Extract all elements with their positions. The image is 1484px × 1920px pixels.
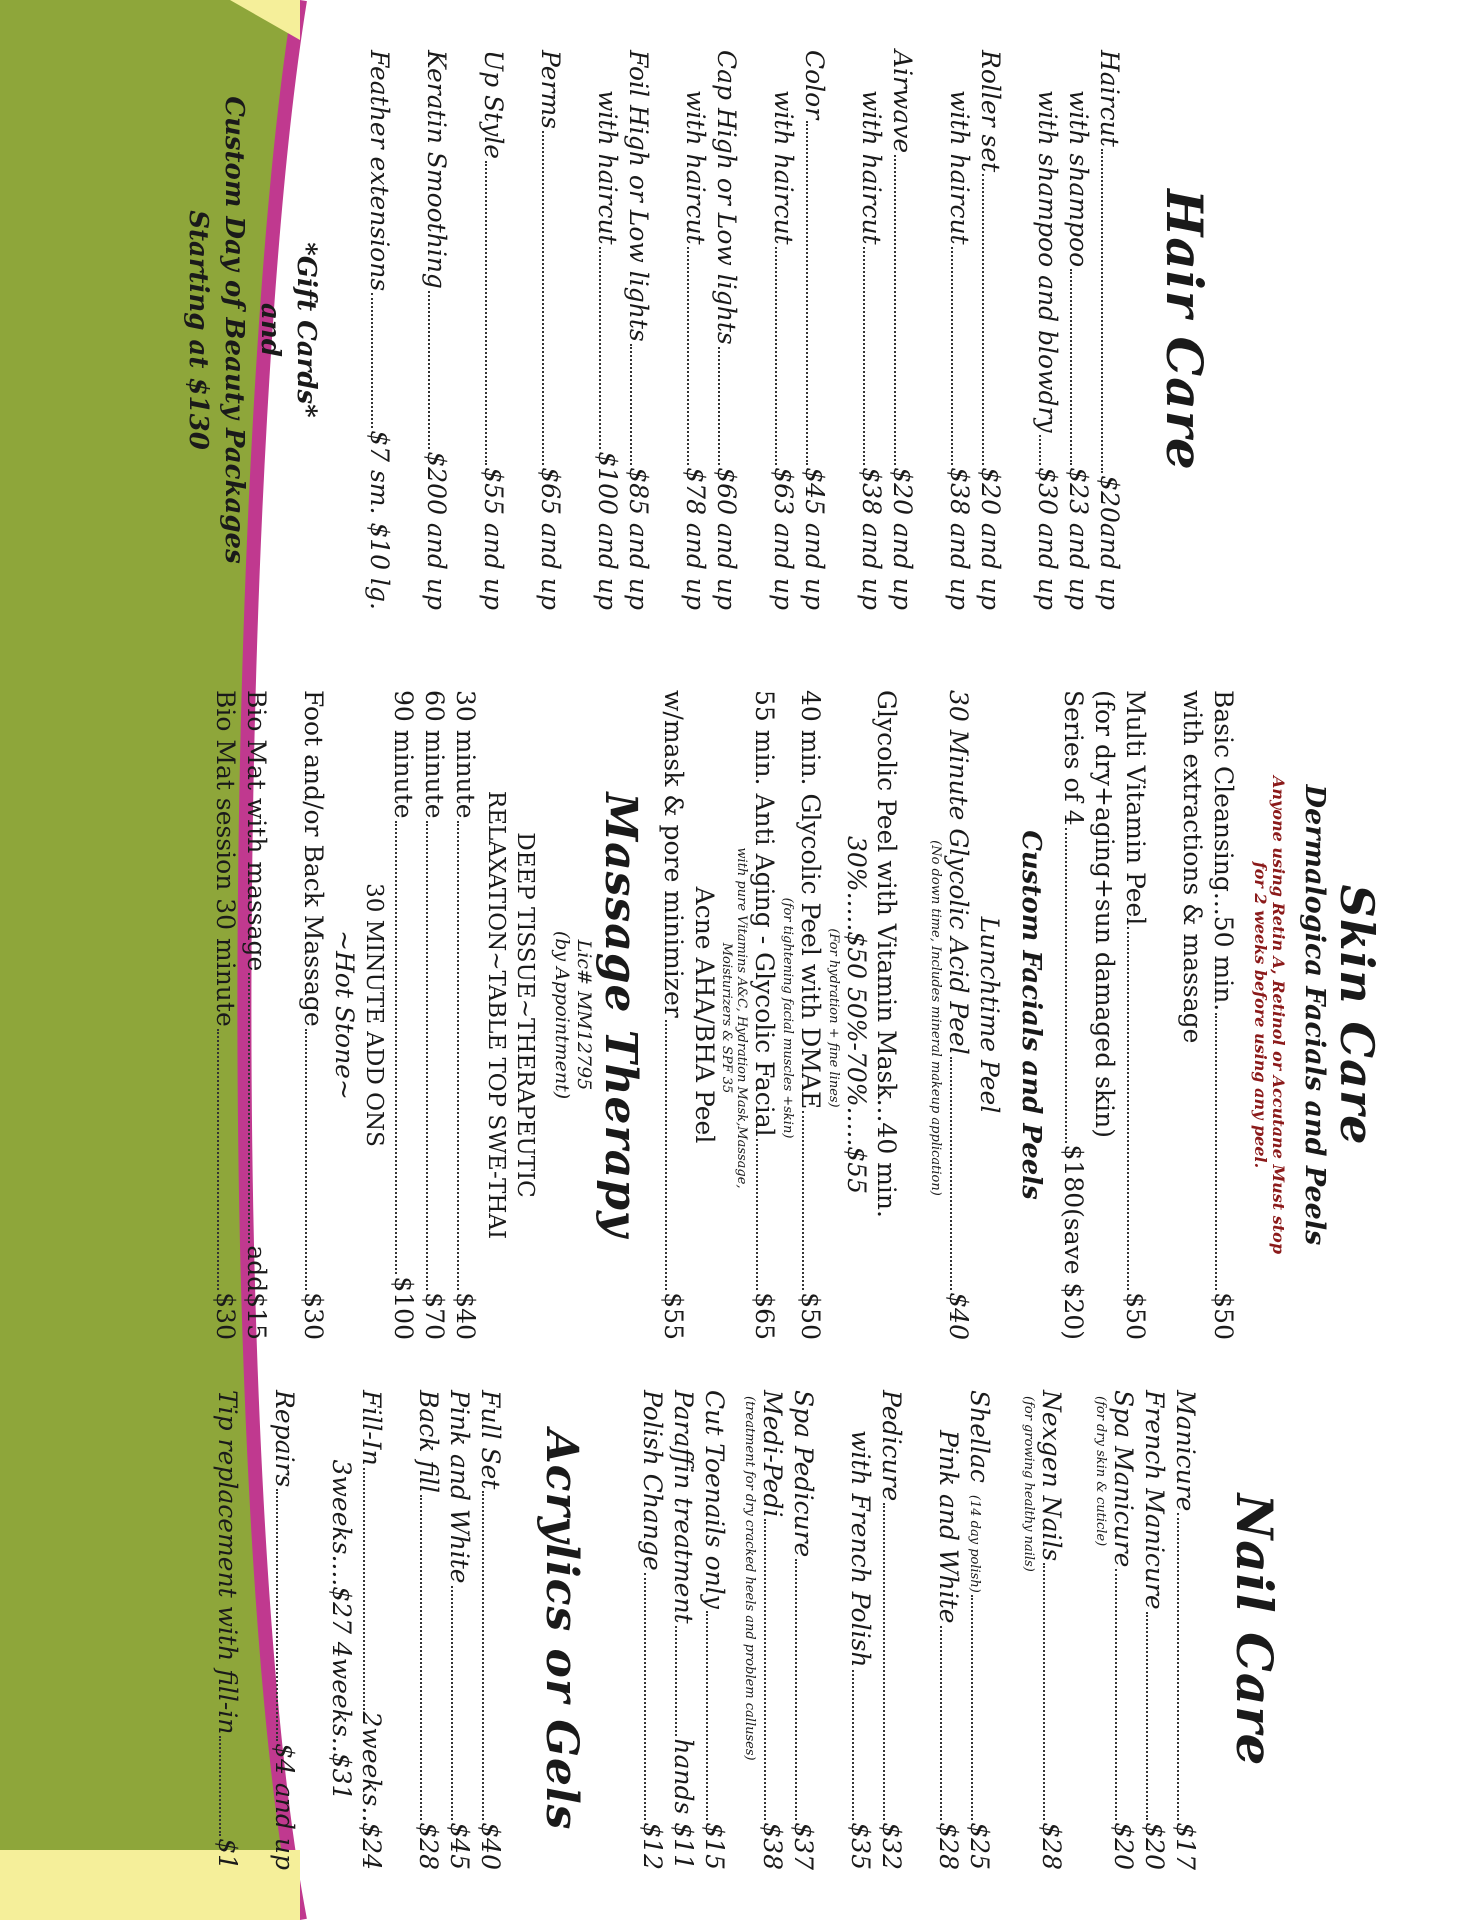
biomat-massage-row: Bio Mat with massage add$15 (242, 690, 271, 1340)
fill-in-row: Fill-In 2weeks..$24 (357, 1390, 386, 1870)
hair-item-price: $20 and up (888, 467, 917, 610)
nail-care-section (212, 1390, 1284, 1870)
hot-stone: ~Hot Stone~ (330, 930, 359, 1100)
acne-row: w/mask & pore minimizer $55 (659, 690, 688, 1340)
hair-item-price: $200 and up (422, 451, 451, 610)
hair-care-section (180, 50, 1214, 610)
gift-line-1: *Gift Cards* (291, 242, 321, 418)
massage-item-row (419, 690, 450, 1340)
hair-item-label: Haircut (1095, 50, 1124, 147)
hair-item-row (711, 50, 742, 610)
multi-vitamin-sub: (for dry+aging+sun damaged skin) (1090, 690, 1119, 1139)
massage-item-row (450, 690, 481, 1340)
hair-item-price: $38 and up (857, 467, 886, 610)
hair-item-label: with haircut (857, 90, 886, 245)
hair-item-label: Cap High or Low lights (712, 50, 741, 345)
hair-item-price: $78 and up (681, 467, 710, 610)
hair-care-list (364, 50, 1125, 610)
hair-item-price: $60 and up (712, 467, 741, 610)
hair-item-label: with haircut (945, 90, 974, 245)
custom-facials-title: Custom Facials and Peels (1016, 830, 1046, 1200)
nexgen-note: (for growing healthy nails) (1021, 1396, 1036, 1572)
full-set-row: Full Set $40 (476, 1390, 505, 1870)
hair-item-row (1032, 50, 1063, 610)
hair-item-label: with shampoo and blowdry (1033, 90, 1062, 433)
hair-item-row (887, 50, 918, 610)
nexgen-row: Nexgen Nails $28 (1037, 1390, 1066, 1870)
hair-item-price: $63 and up (769, 467, 798, 610)
anti-aging-row: 55 min. Anti Aging - Glycolic Facial $65 (750, 690, 779, 1340)
shellac-row: Shellac (14 day polish) $25 (965, 1390, 994, 1870)
hair-item-price: $100 and up (593, 451, 622, 610)
hair-item-label: Perms (536, 50, 565, 129)
hair-item-row (944, 50, 975, 610)
massage-item-price: $40 (451, 1292, 480, 1340)
toenails-row: Cut Toenails only $15 (700, 1390, 729, 1870)
glycolic-30-row: 30 Minute Glycolic Acid Peel $40 (944, 690, 973, 1340)
hair-item-price: $20and up (1095, 475, 1124, 610)
series-row: Series of 4 $180(save $20) (1059, 690, 1088, 1340)
peel-warning-1: Anyone using Retin A, Retinol or Accutane Must stop (1269, 775, 1288, 1255)
hair-item-row (768, 50, 799, 610)
hair-item-label: with haircut (769, 90, 798, 245)
hair-item-row (856, 50, 887, 610)
massage-list (388, 690, 481, 1340)
medi-pedi-row: Medi-Pedi $38 (758, 1390, 787, 1870)
dmae-note: (for tightening facial muscles +skin) (780, 897, 795, 1139)
hair-item-price: $20 and up (976, 467, 1005, 610)
hair-item-price: $55 and up (479, 467, 508, 610)
foot-massage-row: Foot and/or Back Massage $30 (299, 690, 328, 1340)
shellac-pw-row: Pink and White $28 (934, 1430, 963, 1870)
gift-cards-note (180, 50, 324, 610)
massage-item-price: $70 (420, 1292, 449, 1340)
polish-change-row: Polish Change $12 (638, 1390, 667, 1870)
hair-item-row (975, 50, 1006, 610)
vitamin-mask-row: Glycolic Peel with Vitamin Mask...40 min. (872, 690, 901, 1218)
hair-item-label: Foil High or Low lights (624, 50, 653, 342)
massage-item-label: 30 minute (451, 690, 480, 819)
pedicure-french-row: with French Polish $35 (846, 1430, 875, 1870)
basic-cleansing-row (1208, 690, 1239, 1340)
hair-item-row (1063, 50, 1094, 610)
gift-line-2: and (255, 303, 285, 357)
massage-item-price: $100 (389, 1276, 418, 1340)
spa-manicure-row: Spa Manicure $20 (1109, 1390, 1138, 1870)
pink-white-row: Pink and White $45 (445, 1390, 474, 1870)
gift-line-3: Custom Day of Beauty Packages (219, 96, 249, 564)
anti-aging-note-2: Moisturizers & SPF 35 (719, 942, 734, 1094)
acne-peel: Acne AHA/BHA Peel (690, 886, 719, 1144)
massage-item-label: 60 minute (420, 690, 449, 819)
glycolic-30-note: (No down time, Includes mineral makeup application) (928, 840, 943, 1196)
gift-line-4: Starting at $130 (183, 210, 213, 450)
massage-license: Lic# MM12795 (573, 939, 595, 1091)
hair-item-price: $65 and up (536, 467, 565, 610)
basic-cleansing-price: $50 (1209, 1292, 1238, 1340)
massage-item-row (388, 690, 419, 1340)
lunchtime-peel: Lunchtime Peel (975, 916, 1004, 1114)
dmae-row: 40 min. Glycolic Peel with DMAE $50 (796, 690, 825, 1340)
acrylics-gels-title: Acrylics or Gels (536, 1429, 587, 1831)
hair-item-row (1094, 50, 1125, 610)
hair-item-row (799, 50, 830, 610)
fill-in-prices: 3weeks....$27 4weeks..$31 (327, 1459, 356, 1801)
hair-item-row (535, 50, 566, 610)
skin-care-subtitle: Dermalogica Facials and Peels (1299, 784, 1330, 1246)
basic-cleansing-label: Basic Cleansing...50 min. (1209, 690, 1238, 1012)
massage-types-1: DEEP TISSUE~THERAPEUTIC (512, 832, 538, 1198)
biomat-session-row: Bio Mat session 30 minute $30 (211, 690, 240, 1340)
vitamin-mask-note: (For hydration + fine lines) (826, 928, 841, 1108)
massage-addons: 30 MINUTE ADD ONS (361, 883, 387, 1147)
anti-aging-note-1: with pure Vitamins A&C, Hydration Mask,Massage, (734, 847, 749, 1189)
hair-item-label: with haircut (681, 90, 710, 245)
hair-care-title: Hair Care (1155, 189, 1214, 471)
hair-item-label: with shampoo (1064, 90, 1093, 268)
hair-item-row (680, 50, 711, 610)
spa-pedicure-row: Spa Pedicure $37 (789, 1390, 818, 1870)
back-fill-row: Back fill $28 (414, 1390, 443, 1870)
hair-item-label: with haircut (593, 90, 622, 245)
multi-vitamin-row: Multi Vitamin Peel $50 (1121, 690, 1150, 1340)
hair-item-row (623, 50, 654, 610)
hair-item-label: Airwave (888, 50, 917, 154)
paraffin-row: Paraffin treatment hands $11 (669, 1390, 698, 1870)
massage-therapy-title: Massage Therapy (595, 792, 646, 1238)
basic-cleansing-sub: with extractions & massage (1178, 690, 1207, 1044)
skin-care-title: Skin Care (1330, 884, 1384, 1146)
medi-pedi-note: (treatment for dry cracked heels and problem calluses) (742, 1396, 757, 1761)
hair-item-label: Up Style (479, 50, 508, 160)
massage-appointment: (by Appointment) (551, 930, 573, 1100)
nail-care-title: Nail Care (1225, 1493, 1284, 1767)
manicure-row: Manicure $17 (1171, 1390, 1200, 1870)
spa-manicure-note: (for dry skin & cuticle) (1093, 1396, 1108, 1547)
hair-item-label: Feather extensions (365, 50, 394, 292)
hair-item-row (592, 50, 623, 610)
hair-item-price: $7 sm. $10 lg. (365, 430, 394, 610)
hair-item-row (421, 50, 452, 610)
hair-item-label: Roller set (976, 50, 1005, 173)
hair-item-row (364, 50, 395, 610)
hair-item-price: $85 and up (624, 467, 653, 610)
peel-warning-2: for 2 weeks before using any peel. (1251, 861, 1270, 1169)
hair-item-price: $30 and up (1033, 467, 1062, 610)
vitamin-mask-prices: 30%.....$50 50%-70%.....$55 (842, 836, 871, 1194)
hair-item-price: $38 and up (945, 467, 974, 610)
hair-item-price: $45 and up (800, 467, 829, 610)
hair-item-label: Keratin Smoothing (422, 50, 451, 289)
tip-replacement-row: Tip replacement with fill-in $1 (213, 1390, 242, 1870)
french-manicure-row: French Manicure $20 (1140, 1390, 1169, 1870)
massage-types-2: RELAXATION~TABLE TOP SWE-THAI (483, 790, 509, 1240)
massage-item-label: 90 minute (389, 690, 418, 819)
hair-item-label: Color (800, 50, 829, 120)
skin-care-section (210, 690, 1384, 1340)
hair-item-row (478, 50, 509, 610)
pedicure-row: Pedicure $32 (877, 1390, 906, 1870)
hair-item-price: $23 and up (1064, 467, 1093, 610)
repairs-row: Repairs $4 and up (270, 1390, 299, 1870)
